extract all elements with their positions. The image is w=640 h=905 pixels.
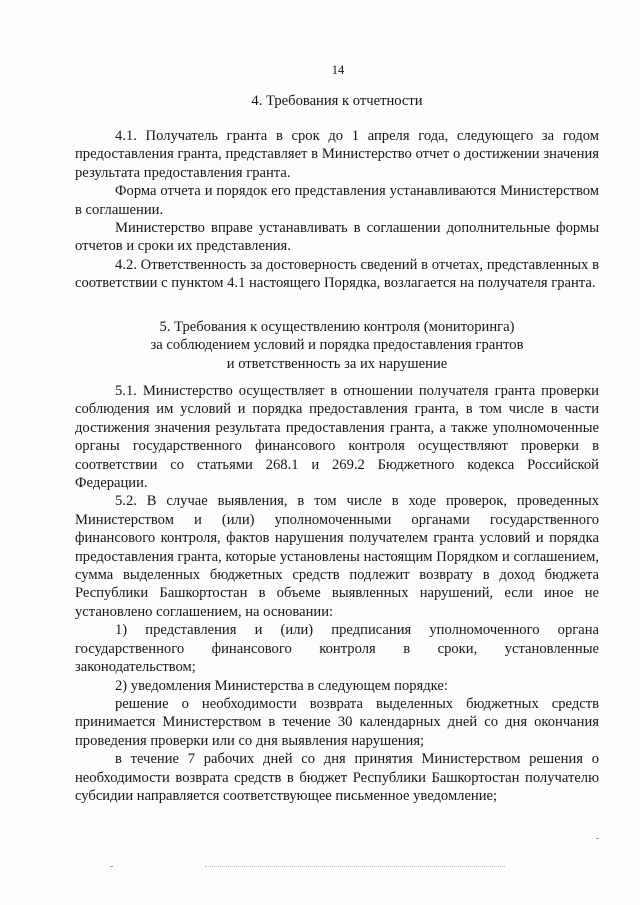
paragraph-5-1: 5.1. Министерство осуществляет в отношении получателя гранта проверки соблюдения им условий и порядка предоставления гранта, в том числе в части достижения значения результата предоставления гранта, а также уполномоченные органы государственного финансового контроля осуществляют проверки в соответствии со статьями 268.1 и 269.2 Бюджетного кодекса Российской Федерации.	[75, 383, 599, 492]
paragraph-additional-forms: Министерство вправе устанавливать в соглашении дополнительные формы отчетов и сроки их представления.	[75, 220, 599, 255]
section-5-heading-block	[75, 318, 599, 373]
paragraph-return-decision: решение о необходимости возврата выделенных бюджетных средств принимается Министерством в течение 30 календарных дней со дня окончания проведения проверки или со дня выявления нарушения;	[75, 695, 599, 749]
scan-dotted-line	[205, 866, 505, 867]
section-4-body	[75, 127, 599, 293]
section-4-heading: 4. Требования к отчетности	[251, 93, 423, 109]
section-5-heading-line-3: и ответственность за их нарушение	[226, 355, 448, 372]
scan-speck	[110, 866, 113, 867]
paragraph-4-1: 4.1. Получатель гранта в срок до 1 апреля года, следующего за годом предоставления гранта, представляет в Министерство отчет о достижении значения результата предоставления гранта.	[75, 128, 599, 181]
paragraph-4-2: 4.2. Ответственность за достоверность сведений в отчетах, представленных в соответствии с пунктом 4.1 настоящего Порядка, возлагается на получателя гранта.	[75, 256, 599, 292]
paragraph-notification: в течение 7 рабочих дней со дня принятия Министерством решения о необходимости возврата средств в бюджет Республики Башкортостан получателю субсидии направляется соответствующее письменное уведомление;	[75, 751, 599, 804]
list-item-2: 2) уведомления Министерства в следующем порядке:	[115, 677, 448, 694]
section-4-heading-block	[75, 92, 599, 110]
page-number: 14	[331, 63, 345, 77]
paragraph-5-2: 5.2. В случае выявления, в том числе в ходе проверок, проведенных Министерством и (или) уполномоченными органами государственного финансового контроля, фактов нарушения получателем гранта условий и порядка предоставления гранта, которые установлены настоящим Порядком и соглашением, сумма выделенных бюджетных средств подлежит возврату в доход бюджета Республики Башкортостан в объеме выявленных нарушений, если иное не установлено соглашением, на основании:	[75, 493, 599, 620]
section-5-heading-line-2: за соблюдением условий и порядка предоставления грантов	[150, 337, 524, 354]
section-5-heading-line-1: 5. Требования к осуществлению контроля (мониторинга)	[159, 319, 515, 335]
section-5-body	[75, 382, 599, 805]
scan-speck	[596, 838, 599, 839]
list-item-1: 1) представления и (или) предписания уполномоченного органа государственного финансового контроля в сроки, установленные законодательством;	[75, 622, 599, 676]
paragraph-report-form: Форма отчета и порядок его представления устанавливаются Министерством в соглашении.	[75, 183, 599, 218]
